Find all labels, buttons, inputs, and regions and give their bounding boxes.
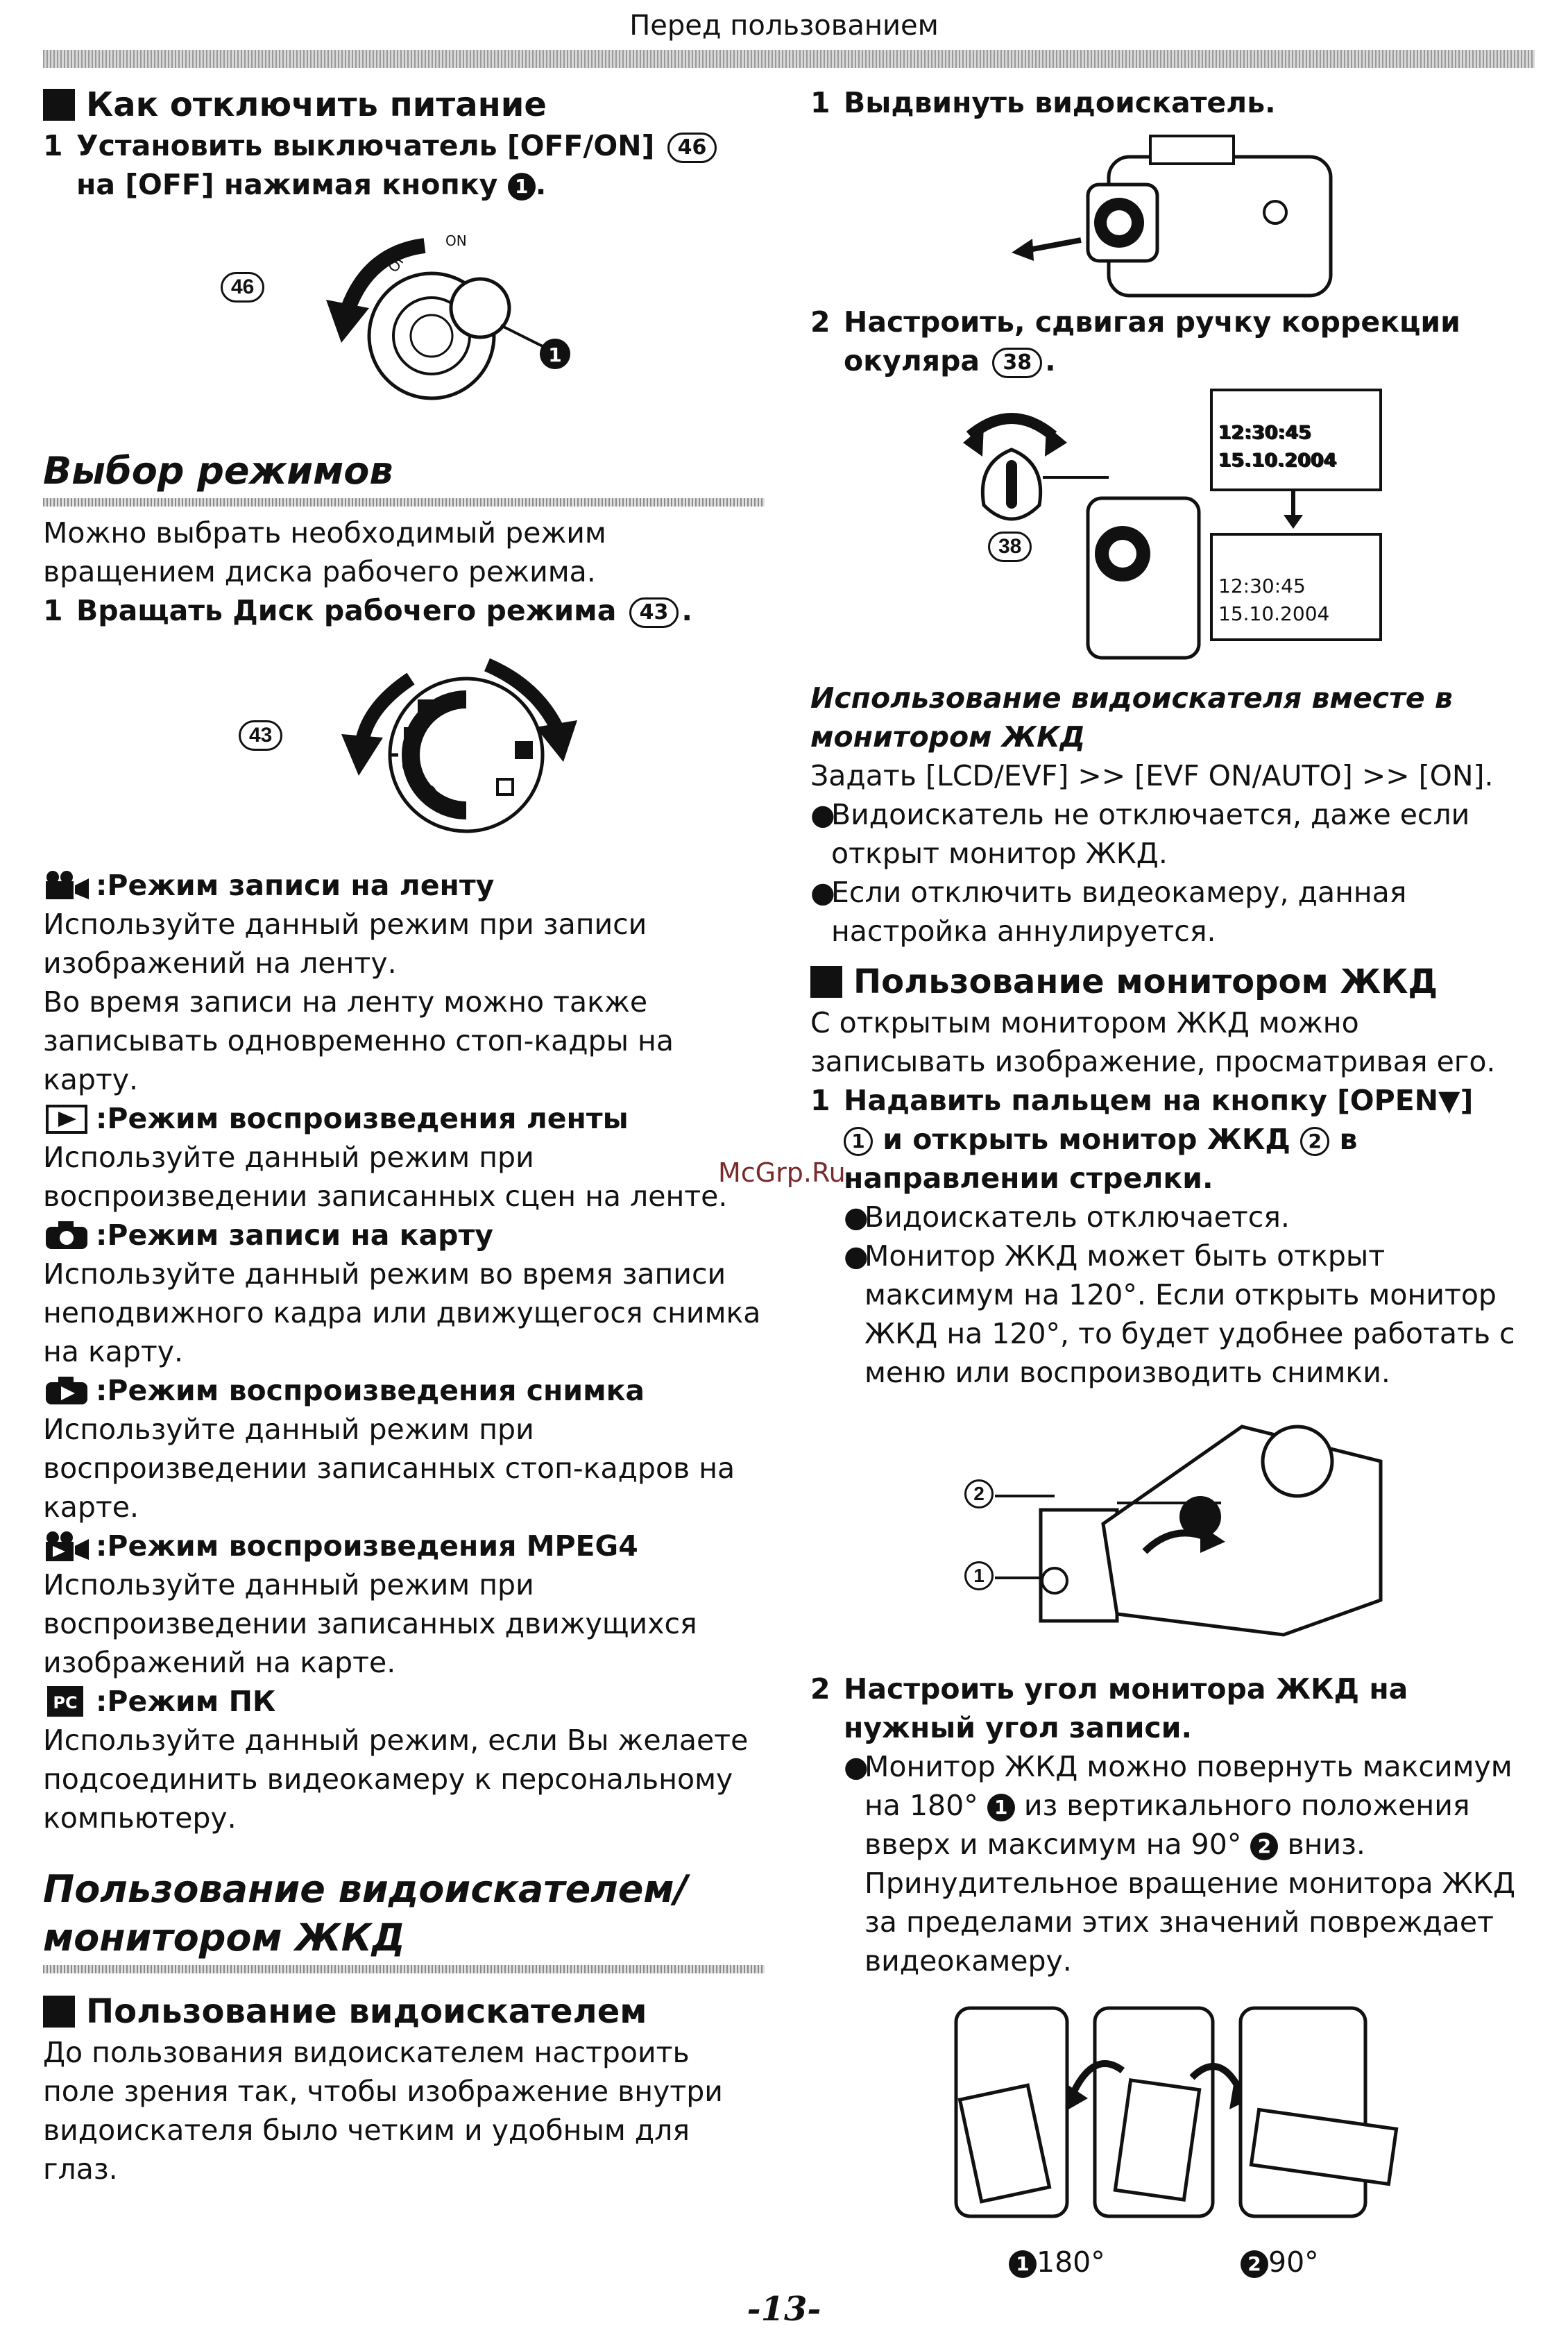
camera-icon — [43, 1218, 92, 1252]
section-heading-viewfinder: Пользование видоискателем — [43, 1990, 765, 2033]
viewfinder-step-2: 2 Настроить, сдвигая ручку коррекции окуляра 38 . — [810, 305, 1460, 377]
lcd-rotation-drawing — [949, 1994, 1504, 2244]
lcd-open-illustration — [810, 1392, 1539, 1669]
page-reference-badge: 46 — [221, 272, 264, 303]
left-column — [43, 83, 765, 2189]
list-item: ● Видоискатель отключается. — [844, 1200, 1290, 1234]
numbered-circle: 2 — [1300, 1127, 1329, 1156]
eyepiece-correction-illustration — [810, 380, 1539, 672]
list-item: :Режим записи на ленту Используйте данный режим при записи изображений на ленту. Во время записи на ленту можно также записывать одновременно стоп-кадры на карту. — [43, 869, 674, 1096]
list-item: ● Если отключить видеокамеру, данная настройка аннулируется. — [810, 876, 1407, 948]
mode-dial-illustration — [43, 630, 765, 859]
dotted-divider — [43, 498, 765, 507]
section-heading-power-off: Как отключить питание — [43, 83, 765, 126]
watermark: McGrp.Ru — [718, 1157, 846, 1188]
lcd-intro: С открытым монитором ЖКД можно записывать изображение, просматривая его. — [810, 1006, 1496, 1078]
numbered-circle: 2 — [1250, 1833, 1278, 1860]
page-reference-badge: 38 — [992, 348, 1042, 378]
vf-with-lcd-text: Задать [LCD/EVF] >> [EVF ON/AUTO] >> [ON]. — [810, 759, 1494, 792]
dotted-divider — [43, 1965, 765, 1973]
numbered-circle: 1 — [964, 1561, 994, 1590]
numbered-circle: 1 — [987, 1794, 1015, 1821]
lock-button — [451, 279, 509, 337]
page-reference-badge: 46 — [667, 133, 717, 163]
viewfinder-step-1: 1 Выдвинуть видоискатель. — [810, 86, 1276, 119]
mpeg4-play-icon — [43, 1529, 92, 1563]
viewfinder-extend-illustration — [810, 122, 1539, 303]
modes-step-1: 1 Вращать Диск рабочего режима 43 . — [43, 594, 692, 627]
vf-with-lcd-heading: Использование видоискателя вместе в монитором ЖКД — [810, 681, 1453, 754]
section-heading-modes: Выбор режимов — [43, 449, 393, 493]
power-switch-drawing — [293, 204, 709, 426]
camcorder-viewfinder-drawing — [1012, 129, 1358, 303]
play-icon — [43, 1102, 92, 1135]
page-number: -13- — [747, 2290, 821, 2329]
list-item: PC :Режим ПК Используйте данный режим, если Вы желаете подсоединить видеокамеру к персональному компьютеру. — [43, 1685, 749, 1835]
page-reference-badge: 43 — [629, 597, 679, 628]
header-divider — [43, 50, 1535, 68]
angle-label-180: 1 180° — [1009, 2243, 1105, 2281]
list-item: :Режим записи на карту Используйте данный режим во время записи неподвижного кадра или движущегося снимка на карту. — [43, 1218, 761, 1368]
mode-dial-drawing — [307, 637, 654, 859]
angle-label-90: 2 90° — [1241, 2243, 1319, 2281]
numbered-circle: 2 — [1241, 2250, 1268, 2278]
svg-text:ON: ON — [445, 232, 467, 249]
section-marker-icon — [810, 966, 842, 998]
photo-play-icon — [43, 1374, 92, 1407]
numbered-circle: 1 — [1009, 2250, 1037, 2278]
section-marker-icon — [43, 89, 75, 121]
power-switch-illustration — [43, 204, 765, 433]
numbered-circle: 2 — [964, 1479, 994, 1509]
page-header-title: Перед пользованием — [629, 10, 939, 42]
list-item: :Режим воспроизведения снимка Используйте данный режим при воспроизведении записанных стоп-кадров на карте. — [43, 1374, 735, 1524]
section-heading-viewfinder-lcd: Пользование видоискателем/монитором ЖКД — [43, 1867, 688, 1960]
page-reference-badge: 43 — [239, 720, 282, 751]
lcd-step-2: 2 Настроить угол монитора ЖКД на нужный угол записи. — [810, 1672, 1408, 1744]
power-off-step-1: 1 Установить выключатель [OFF/ON] 46 на [OFF] нажимая кнопку 1 . — [43, 126, 765, 204]
list-item: ● Видоискатель не отключается, даже если открыт монитор ЖКД. — [810, 798, 1470, 870]
list-item: ● Монитор ЖКД можно повернуть максимум на 180° 1 из вертикального положения вверх и максимум на 90° 2 вниз. Принудительное вращение монитора ЖКД за пределами этих значений повреждает видеокамеру. — [844, 1750, 1515, 1978]
svg-text:PC: PC — [53, 1693, 78, 1713]
pc-icon — [43, 1685, 92, 1718]
section-marker-icon — [43, 1996, 75, 2028]
numbered-circle: 1 — [844, 1127, 873, 1156]
sharp-screen-preview: 12:30:45 15.10.2004 — [1210, 533, 1382, 641]
page-reference-badge: 38 — [988, 532, 1032, 562]
camcorder-lcd-drawing — [992, 1406, 1422, 1669]
viewfinder-intro: До пользования видоискателем настроить поле зрения так, чтобы изображение внутри видоискателя было четким и удобным для глаз. — [43, 2036, 723, 2186]
numbered-circle: 1 — [508, 173, 536, 201]
mode-list — [43, 866, 765, 1837]
list-item: :Режим воспроизведения MPEG4 Используйте данный режим при воспроизведении записанных движущихся изображений на карте. — [43, 1529, 697, 1679]
list-item: ● Монитор ЖКД может быть открыт максимум на 120°. Если открыть монитор ЖКД на 120°, то будет удобнее работать с меню или воспроизводить снимки. — [844, 1239, 1515, 1389]
lcd-angle-illustration — [810, 1980, 1539, 2286]
modes-intro: Можно выбрать необходимый режим вращением диска рабочего режима. — [43, 516, 606, 588]
svg-text:1: 1 — [548, 343, 562, 366]
down-arrow-icon — [1279, 490, 1307, 532]
video-camera-icon — [43, 869, 92, 902]
right-column — [810, 83, 1539, 2286]
lcd-step-1: 1 Надавить пальцем на кнопку [OPEN▼] 1 и открыть монитор ЖКД 2 в направлении стрелки. — [810, 1084, 1474, 1195]
list-item: :Режим воспроизведения ленты Используйте данный режим при воспроизведении записанных сцен на ленте. — [43, 1102, 728, 1213]
svg-text:OFF: OFF — [384, 244, 414, 275]
section-heading-lcd: Пользование монитором ЖКД — [810, 960, 1539, 1003]
blurry-screen-preview: 12:30:45 15.10.2004 — [1210, 389, 1382, 491]
